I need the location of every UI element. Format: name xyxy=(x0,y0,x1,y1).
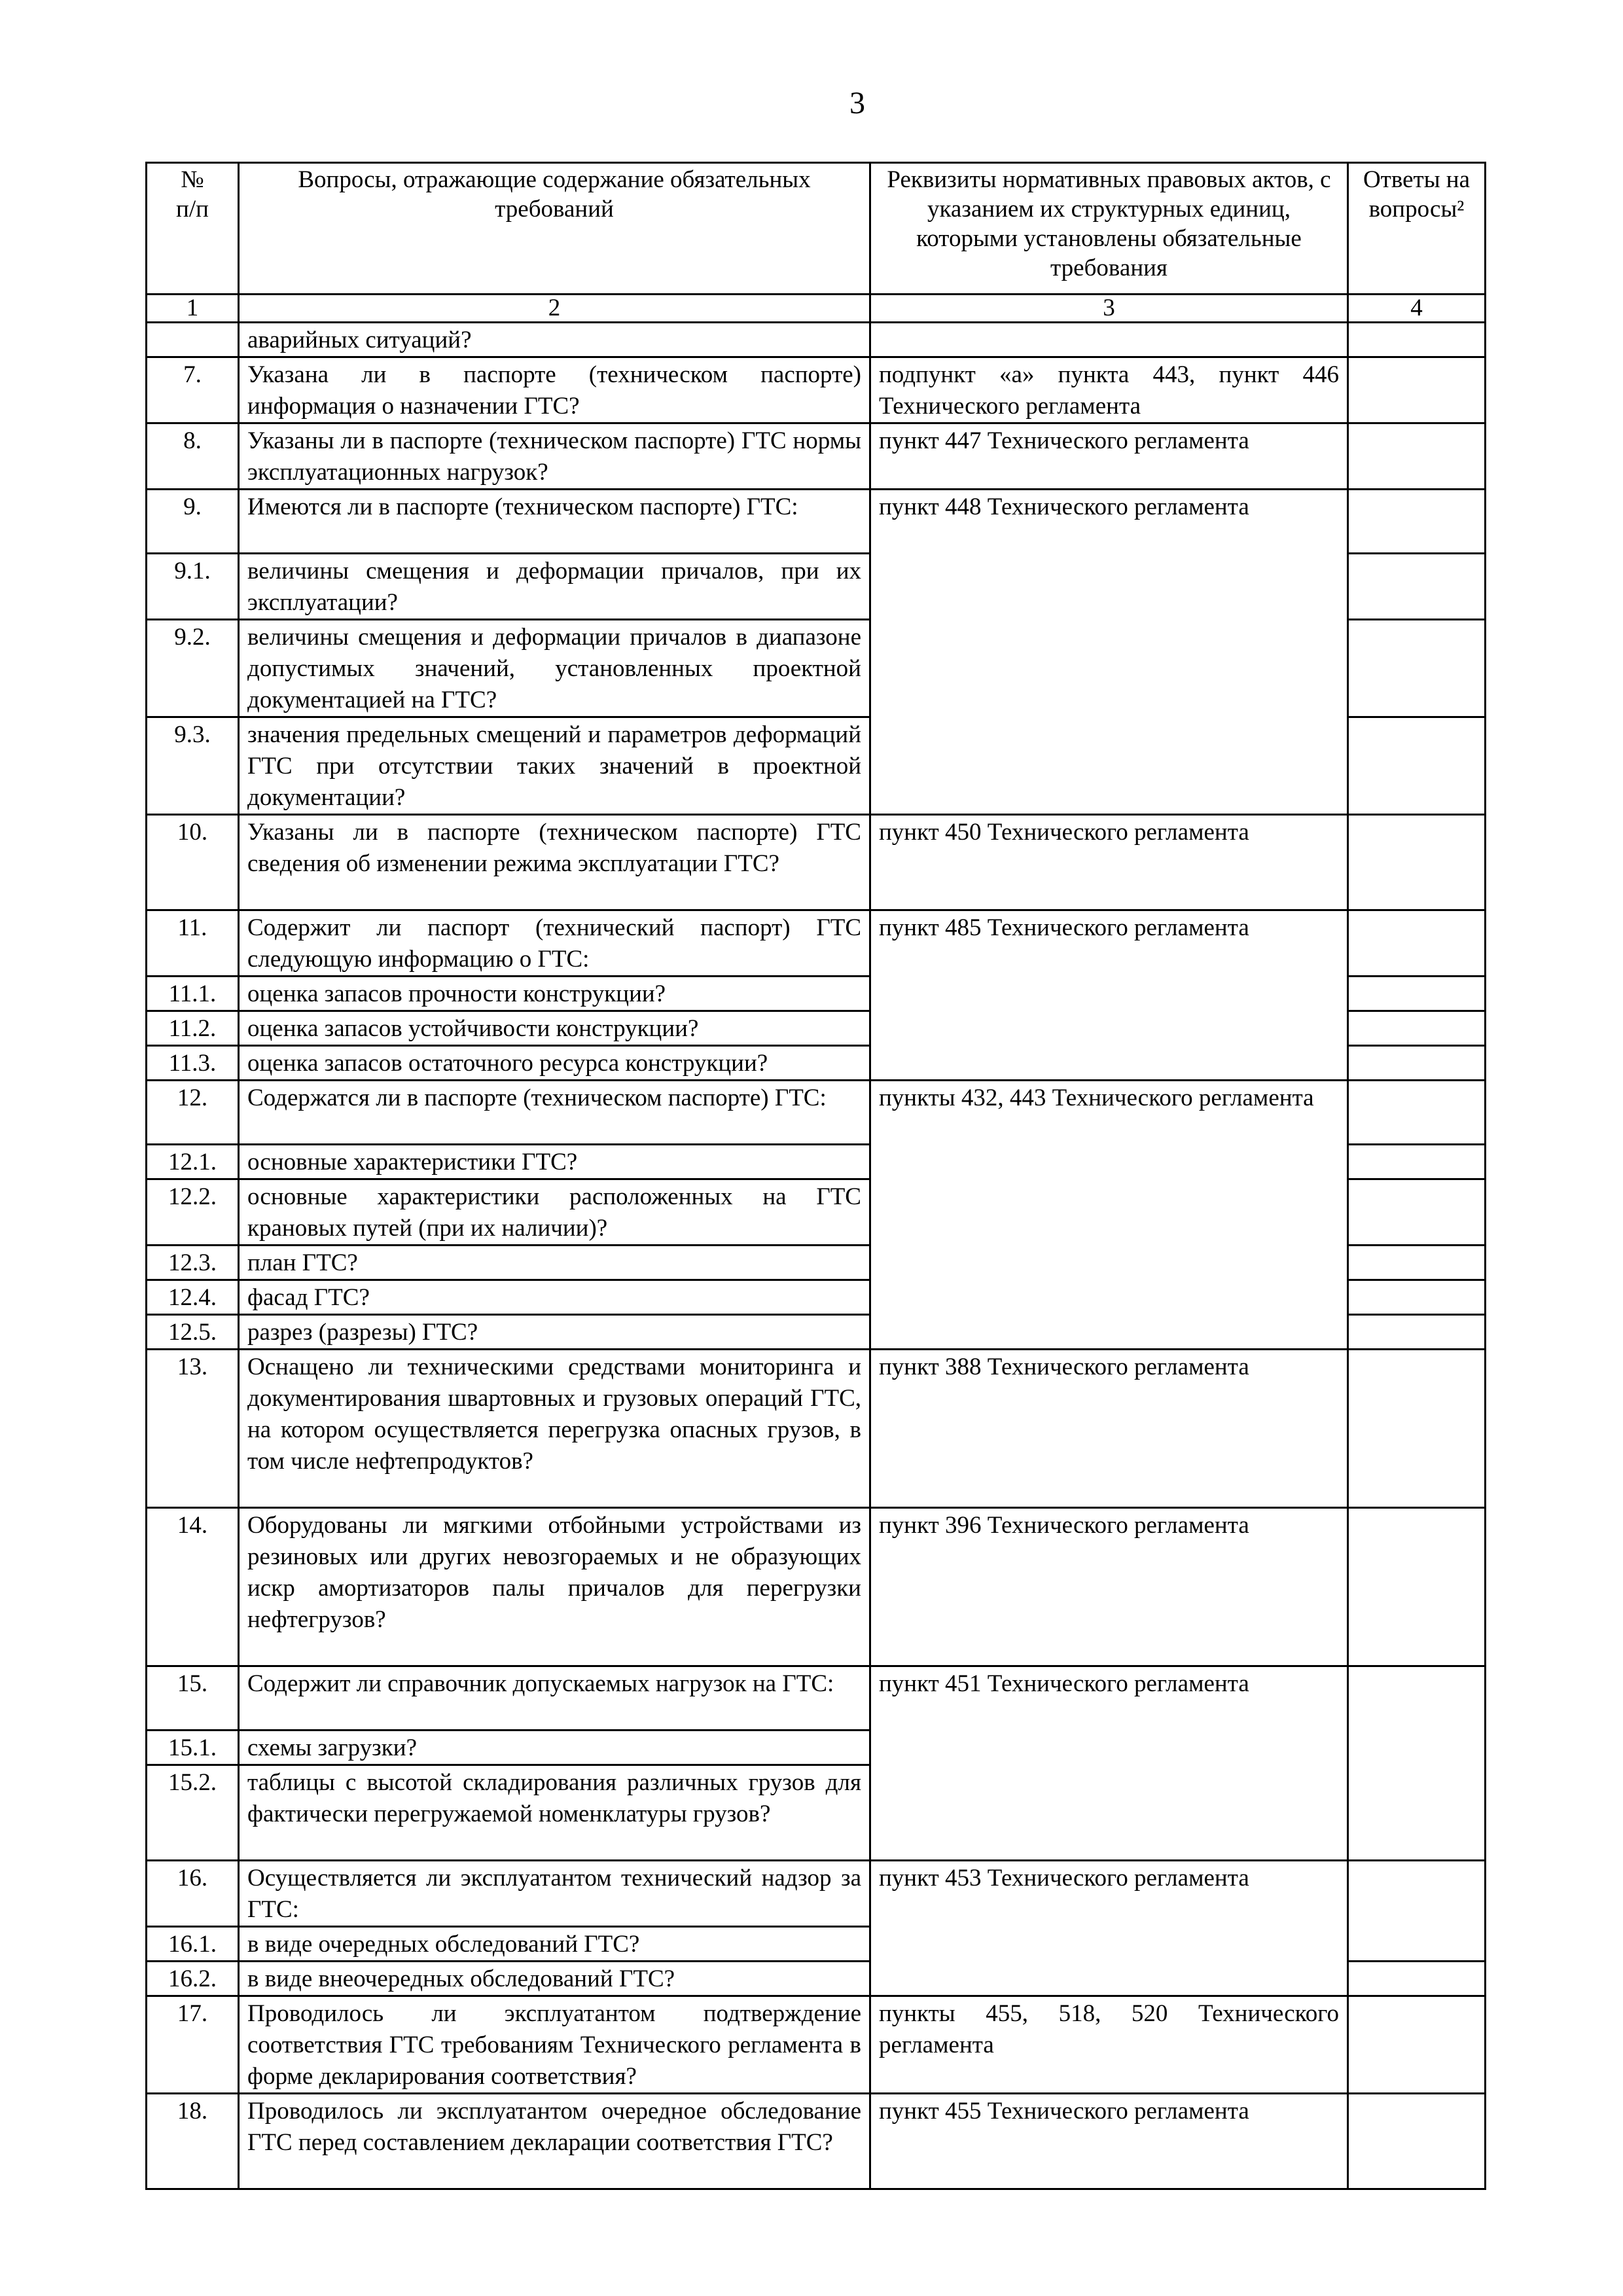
row-number: 12.3. xyxy=(147,1246,239,1280)
table-row xyxy=(147,1666,1486,1731)
answer-cell[interactable] xyxy=(1348,357,1486,423)
header-answer: Ответы на вопросы² xyxy=(1348,163,1486,295)
column-number-row xyxy=(147,295,1486,323)
row-question: Оснащено ли техническими средствами мониторинга и документирования швартовных и грузовых операций ГТС, на котором осуществляется перегрузка опасных грузов, в том числе нефтепродуктов? xyxy=(239,1350,870,1508)
row-question: план ГТС? xyxy=(239,1246,870,1280)
row-question: Имеются ли в паспорте (техническом паспорте) ГТС: xyxy=(239,490,870,554)
row-reference: пункт 455 Технического регламента xyxy=(870,2094,1348,2189)
row-number: 13. xyxy=(147,1350,239,1508)
answer-cell[interactable] xyxy=(1348,423,1486,490)
answer-cell[interactable] xyxy=(1348,1081,1486,1145)
row-question: фасад ГТС? xyxy=(239,1280,870,1315)
row-number: 15. xyxy=(147,1666,239,1731)
row-question: значения предельных смещений и параметров деформаций ГТС при отсутствии таких значений в проектной документации? xyxy=(239,717,870,815)
answer-cell[interactable] xyxy=(1348,1011,1486,1046)
row-number: 12.2. xyxy=(147,1179,239,1246)
row-number: 11.1. xyxy=(147,977,239,1011)
row-question: Содержит ли паспорт (технический паспорт) ГТС следующую информацию о ГТС: xyxy=(239,910,870,977)
row-question: разрез (разрезы) ГТС? xyxy=(239,1315,870,1350)
row-number: 9. xyxy=(147,490,239,554)
row-number: 9.3. xyxy=(147,717,239,815)
table-row xyxy=(147,1861,1486,1927)
table-row xyxy=(147,357,1486,423)
row-question: основные характеристики расположенных на ГТС крановых путей (при их наличии)? xyxy=(239,1179,870,1246)
row-reference: пункт 396 Технического регламента xyxy=(870,1508,1348,1666)
row-question: таблицы с высотой складирования различных грузов для фактически перегружаемой номенклатуры грузов? xyxy=(239,1765,870,1861)
row-number: 12. xyxy=(147,1081,239,1145)
row-question: Содержатся ли в паспорте (техническом паспорте) ГТС: xyxy=(239,1081,870,1145)
column-number: 1 xyxy=(147,295,239,323)
row-question: Указаны ли в паспорте (техническом паспорте) ГТС сведения об изменении режима эксплуатации ГТС? xyxy=(239,815,870,910)
row-question: Указана ли в паспорте (техническом паспорте) информация о назначении ГТС? xyxy=(239,357,870,423)
table-row xyxy=(147,323,1486,357)
row-reference: пункт 448 Технического регламента xyxy=(870,490,1348,815)
row-number: 12.5. xyxy=(147,1315,239,1350)
answer-cell[interactable] xyxy=(1348,1280,1486,1315)
row-reference: пункт 447 Технического регламента xyxy=(870,423,1348,490)
table-row xyxy=(147,910,1486,977)
column-number: 3 xyxy=(870,295,1348,323)
answer-cell[interactable] xyxy=(1348,1315,1486,1350)
answer-cell[interactable] xyxy=(1348,977,1486,1011)
table-row xyxy=(147,815,1486,910)
table-header-row xyxy=(147,163,1486,295)
answer-cell[interactable] xyxy=(1348,1508,1486,1666)
row-number: 11.2. xyxy=(147,1011,239,1046)
row-number: 16.1. xyxy=(147,1927,239,1962)
answer-cell[interactable] xyxy=(1348,1246,1486,1280)
requirements-checklist-table xyxy=(145,162,1486,2190)
table-row xyxy=(147,1350,1486,1508)
page-number: 3 xyxy=(849,86,865,120)
row-question: Указаны ли в паспорте (техническом паспорте) ГТС нормы эксплуатационных нагрузок? xyxy=(239,423,870,490)
answer-cell[interactable] xyxy=(1348,323,1486,357)
table-row xyxy=(147,423,1486,490)
column-number: 4 xyxy=(1348,295,1486,323)
row-reference: пункт 453 Технического регламента xyxy=(870,1861,1348,1996)
row-question: оценка запасов устойчивости конструкции? xyxy=(239,1011,870,1046)
row-number: 7. xyxy=(147,357,239,423)
answer-cell[interactable] xyxy=(1348,910,1486,977)
row-number: 17. xyxy=(147,1996,239,2094)
answer-cell[interactable] xyxy=(1348,1861,1486,1962)
row-question: основные характеристики ГТС? xyxy=(239,1145,870,1179)
table-row xyxy=(147,490,1486,554)
table-row xyxy=(147,1996,1486,2094)
row-number: 9.2. xyxy=(147,620,239,717)
row-number xyxy=(147,323,239,357)
answer-cell[interactable] xyxy=(1348,1666,1486,1861)
answer-cell[interactable] xyxy=(1348,1350,1486,1508)
row-question: Содержит ли справочник допускаемых нагрузок на ГТС: xyxy=(239,1666,870,1731)
answer-cell[interactable] xyxy=(1348,620,1486,717)
answer-cell[interactable] xyxy=(1348,1179,1486,1246)
row-question: оценка запасов остаточного ресурса конструкции? xyxy=(239,1046,870,1081)
row-number: 12.4. xyxy=(147,1280,239,1315)
answer-cell[interactable] xyxy=(1348,1996,1486,2094)
row-question: в виде очередных обследований ГТС? xyxy=(239,1927,870,1962)
row-reference: пункты 455, 518, 520 Технического регламента xyxy=(870,1996,1348,2094)
row-question: Осуществляется ли эксплуатантом технический надзор за ГТС: xyxy=(239,1861,870,1927)
row-question: Проводилось ли эксплуатантом подтверждение соответствия ГТС требованиям Технического регламента в форме декларирования соответствия? xyxy=(239,1996,870,2094)
row-reference: пункт 451 Технического регламента xyxy=(870,1666,1348,1861)
row-number: 16.2. xyxy=(147,1962,239,1996)
row-number: 12.1. xyxy=(147,1145,239,1179)
answer-cell[interactable] xyxy=(1348,1046,1486,1081)
row-number: 11.3. xyxy=(147,1046,239,1081)
row-reference: пункт 388 Технического регламента xyxy=(870,1350,1348,1508)
row-number: 18. xyxy=(147,2094,239,2189)
row-number: 14. xyxy=(147,1508,239,1666)
column-number: 2 xyxy=(239,295,870,323)
answer-cell[interactable] xyxy=(1348,815,1486,910)
answer-cell[interactable] xyxy=(1348,1962,1486,1996)
row-number: 9.1. xyxy=(147,554,239,620)
table-row xyxy=(147,1508,1486,1666)
row-number: 16. xyxy=(147,1861,239,1927)
row-question: Оборудованы ли мягкими отбойными устройствами из резиновых или других невозгораемых и не образующих искр амортизаторов палы причалов для перегрузки нефтегрузов? xyxy=(239,1508,870,1666)
row-number: 8. xyxy=(147,423,239,490)
row-reference: пункты 432, 443 Технического регламента xyxy=(870,1081,1348,1350)
row-reference: пункт 450 Технического регламента xyxy=(870,815,1348,910)
answer-cell[interactable] xyxy=(1348,490,1486,554)
row-reference: подпункт «а» пункта 443, пункт 446 Технического регламента xyxy=(870,357,1348,423)
row-reference: пункт 485 Технического регламента xyxy=(870,910,1348,1081)
row-question: аварийных ситуаций? xyxy=(239,323,870,357)
header-reference: Реквизиты нормативных правовых актов, с указанием их структурных единиц, которыми установлены обязательные требования xyxy=(870,163,1348,295)
row-question: величины смещения и деформации причалов, при их эксплуатации? xyxy=(239,554,870,620)
row-number: 11. xyxy=(147,910,239,977)
table-row xyxy=(147,1081,1486,1145)
row-question: Проводилось ли эксплуатантом очередное обследование ГТС перед составлением декларации соответствия ГТС? xyxy=(239,2094,870,2189)
row-reference xyxy=(870,323,1348,357)
header-number: № п/п xyxy=(147,163,239,295)
answer-cell[interactable] xyxy=(1348,1145,1486,1179)
answer-cell[interactable] xyxy=(1348,2094,1486,2189)
row-question: в виде внеочередных обследований ГТС? xyxy=(239,1962,870,1996)
row-number: 15.2. xyxy=(147,1765,239,1861)
row-number: 10. xyxy=(147,815,239,910)
header-question: Вопросы, отражающие содержание обязательных требований xyxy=(239,163,870,295)
row-number: 15.1. xyxy=(147,1731,239,1765)
answer-cell[interactable] xyxy=(1348,717,1486,815)
row-question: схемы загрузки? xyxy=(239,1731,870,1765)
table-row xyxy=(147,2094,1486,2189)
row-question: величины смещения и деформации причалов в диапазоне допустимых значений, установленных проектной документацией на ГТС? xyxy=(239,620,870,717)
row-question: оценка запасов прочности конструкции? xyxy=(239,977,870,1011)
answer-cell[interactable] xyxy=(1348,554,1486,620)
